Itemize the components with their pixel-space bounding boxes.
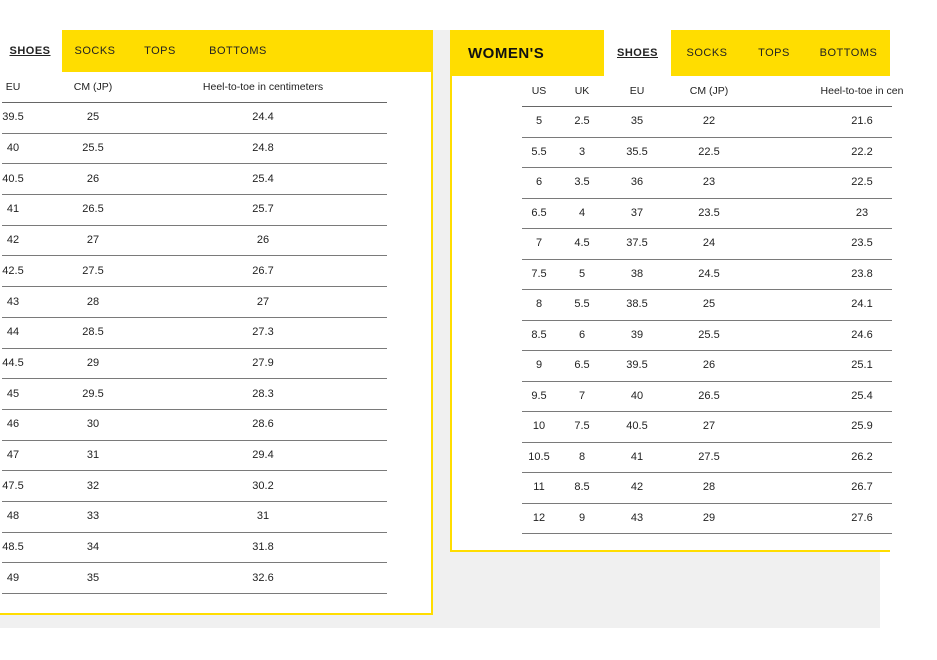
- mens-table-cell: 25.7: [252, 203, 274, 216]
- womens-table-cell: 8: [578, 450, 586, 463]
- womens-table-cell: 28: [702, 481, 716, 494]
- womens-table-cell: 27.6: [851, 511, 873, 524]
- womens-table-cell: 26.2: [851, 450, 873, 463]
- mens-tab-socks[interactable]: SOCKS: [74, 45, 116, 57]
- mens-table-cell: 46: [6, 418, 20, 431]
- mens-table-cell: 26: [86, 172, 100, 185]
- womens-table-cell: 40: [630, 389, 644, 402]
- mens-table-cell: 29: [86, 356, 100, 369]
- womens-table-cell: 25.9: [851, 420, 873, 433]
- womens-table-row: [522, 381, 892, 413]
- womens-table-row: [522, 503, 892, 535]
- womens-table-cell: 36: [630, 176, 644, 189]
- mens-table-cell: 26.7: [252, 264, 274, 277]
- mens-table-cell: 30.2: [252, 479, 274, 492]
- womens-table-cell: 26.7: [851, 481, 873, 494]
- womens-tab-bar: [452, 30, 890, 76]
- mens-table-cell: 39.5: [2, 111, 24, 124]
- womens-table-cell: 8.5: [574, 481, 590, 494]
- womens-table-cell: 27: [702, 420, 716, 433]
- mens-table-cell: 25.4: [252, 172, 274, 185]
- womens-table-row: [522, 442, 892, 474]
- mens-header-cell: CM (JP): [73, 81, 113, 93]
- mens-table-row: [2, 440, 387, 472]
- mens-table-row: [2, 102, 387, 134]
- mens-table-cell: 28: [86, 295, 100, 308]
- mens-table-row: [2, 163, 387, 195]
- mens-table-cell: 31: [256, 510, 270, 523]
- womens-table-cell: 9.5: [531, 389, 547, 402]
- womens-table-row: [522, 167, 892, 199]
- mens-table-cell: 40: [6, 142, 20, 155]
- mens-tab-tops[interactable]: TOPS: [144, 45, 176, 57]
- mens-size-panel: [0, 30, 433, 615]
- mens-table-row: [2, 286, 387, 318]
- mens-table-row: [2, 532, 387, 564]
- mens-table-row: [2, 348, 387, 380]
- womens-table-cell: 22: [702, 115, 716, 128]
- mens-table-cell: 42: [6, 234, 20, 247]
- womens-header-cell: CM (JP): [689, 85, 729, 97]
- womens-table-cell: 23.8: [851, 267, 873, 280]
- womens-table-cell: 5: [578, 267, 586, 280]
- womens-table-cell: 10.5: [528, 450, 550, 463]
- womens-table-cell: 26.5: [698, 389, 720, 402]
- mens-table-cell: 31: [86, 449, 100, 462]
- womens-table-cell: 4.5: [574, 237, 590, 250]
- mens-tab-bottoms[interactable]: BOTTOMS: [209, 45, 267, 57]
- mens-table-row: [2, 470, 387, 502]
- womens-table-cell: 22.5: [851, 176, 873, 189]
- womens-table-cell: 6: [535, 176, 543, 189]
- mens-table-cell: 25: [86, 111, 100, 124]
- mens-table-cell: 44: [6, 326, 20, 339]
- womens-table-row: [522, 472, 892, 504]
- womens-table-cell: 9: [535, 359, 543, 372]
- womens-table-row: [522, 228, 892, 260]
- mens-table-cell: 48.5: [2, 541, 24, 554]
- womens-table-row: [522, 350, 892, 382]
- womens-table-cell: 24.5: [698, 267, 720, 280]
- womens-table-cell: 25.4: [851, 389, 873, 402]
- womens-table-cell: 27.5: [698, 450, 720, 463]
- womens-table-cell: 3.5: [574, 176, 590, 189]
- womens-table-cell: 39: [630, 328, 644, 341]
- womens-table-cell: 25: [702, 298, 716, 311]
- mens-table-cell: 27: [256, 295, 270, 308]
- mens-table-cell: 27.3: [252, 326, 274, 339]
- womens-table-cell: 23: [702, 176, 716, 189]
- womens-header-cell: UK: [574, 85, 590, 97]
- mens-table-row: [2, 378, 387, 410]
- womens-table-cell: 25.5: [698, 328, 720, 341]
- mens-table-cell: 27: [86, 234, 100, 247]
- womens-table-cell: 5.5: [531, 145, 547, 158]
- womens-table-cell: 21.6: [851, 115, 873, 128]
- mens-table-cell: 41: [6, 203, 20, 216]
- mens-tab-bar: [0, 30, 431, 72]
- womens-table-cell: 25.1: [851, 359, 873, 372]
- mens-table-cell: 34: [86, 541, 100, 554]
- womens-tab-shoes[interactable]: SHOES: [604, 30, 671, 76]
- mens-table-cell: 26: [256, 234, 270, 247]
- womens-table-cell: 8.5: [531, 328, 547, 341]
- womens-table-cell: 11: [533, 481, 545, 494]
- womens-table-cell: 23.5: [698, 206, 720, 219]
- womens-table-cell: 6: [578, 328, 586, 341]
- mens-table-cell: 44.5: [2, 356, 24, 369]
- womens-table-cell: 43: [630, 511, 644, 524]
- mens-table-cell: 28.5: [82, 326, 104, 339]
- womens-table-cell: 7: [578, 389, 586, 402]
- mens-table-row: [2, 501, 387, 533]
- mens-table-cell: 29.4: [252, 449, 274, 462]
- mens-table-cell: 24.4: [252, 111, 274, 124]
- womens-table-row: [522, 289, 892, 321]
- womens-table-cell: 4: [578, 206, 586, 219]
- mens-table-cell: 32: [86, 479, 100, 492]
- womens-table-cell: 35.5: [626, 145, 648, 158]
- mens-table-cell: 35: [86, 571, 100, 584]
- mens-table-cell: 33: [86, 510, 100, 523]
- mens-table-cell: 43: [6, 295, 20, 308]
- womens-table-cell: 24: [702, 237, 716, 250]
- mens-table-cell: 48: [6, 510, 20, 523]
- mens-table-row: [2, 225, 387, 257]
- mens-table-row: [2, 563, 387, 595]
- mens-table-cell: 27.9: [252, 356, 274, 369]
- womens-table-cell: 35: [630, 115, 644, 128]
- womens-table-cell: 12: [532, 511, 546, 524]
- womens-table-cell: 42: [630, 481, 644, 494]
- womens-tab-bottoms[interactable]: BOTTOMS: [819, 47, 878, 59]
- womens-table-cell: 2.5: [574, 115, 590, 128]
- mens-table-row: [2, 194, 387, 226]
- womens-table-row: [522, 198, 892, 230]
- womens-table-row: [522, 320, 892, 352]
- womens-table-cell: 23.5: [851, 237, 873, 250]
- mens-table-cell: 49: [6, 571, 20, 584]
- mens-table-cell: 28.3: [252, 387, 274, 400]
- womens-header-cell: EU: [629, 85, 645, 97]
- mens-table-cell: 29.5: [82, 387, 104, 400]
- womens-table-row: [522, 106, 892, 138]
- mens-table-cell: 25.5: [82, 142, 104, 155]
- womens-table-cell: 6.5: [574, 359, 590, 372]
- womens-table-cell: 24.6: [851, 328, 873, 341]
- womens-table-cell: 37.5: [626, 237, 648, 250]
- womens-table-cell: 22.5: [698, 145, 720, 158]
- mens-table-cell: 40.5: [2, 172, 24, 185]
- mens-table-row: [2, 256, 387, 288]
- mens-table-cell: 47: [6, 449, 20, 462]
- mens-header-cell: Heel-to-toe in centimeters: [202, 81, 324, 93]
- womens-table-cell: 7.5: [574, 420, 590, 433]
- womens-table-cell: 7: [535, 237, 543, 250]
- mens-table-cell: 47.5: [2, 479, 24, 492]
- womens-table-cell: 26: [702, 359, 716, 372]
- womens-table-cell: 9: [578, 511, 586, 524]
- mens-table-row: [2, 133, 387, 165]
- womens-table-cell: 38.5: [626, 298, 648, 311]
- mens-table-cell: 42.5: [2, 264, 24, 277]
- womens-table-cell: 40.5: [626, 420, 648, 433]
- womens-table-cell: 8: [535, 298, 543, 311]
- womens-table-cell: 7.5: [531, 267, 547, 280]
- womens-panel-title: WOMEN'S: [468, 44, 545, 62]
- womens-table-cell: 5.5: [574, 298, 590, 311]
- mens-table-cell: 31.8: [252, 541, 274, 554]
- mens-table-cell: 28.6: [252, 418, 274, 431]
- mens-tab-shoes[interactable]: SHOES: [0, 30, 62, 72]
- mens-table-cell: 27.5: [82, 264, 104, 277]
- mens-table-row: [2, 409, 387, 441]
- womens-header-row: [522, 76, 904, 107]
- womens-table-cell: 3: [578, 145, 586, 158]
- womens-table-cell: 37: [630, 206, 644, 219]
- womens-table-cell: 23: [855, 206, 869, 219]
- womens-table-row: [522, 411, 892, 443]
- mens-table-cell: 32.6: [252, 571, 274, 584]
- womens-header-cell: Heel-to-toe in cen: [820, 85, 904, 97]
- womens-header-cell: US: [531, 85, 547, 97]
- womens-table-row: [522, 259, 892, 291]
- womens-table-cell: 10: [532, 420, 546, 433]
- womens-tab-tops[interactable]: TOPS: [758, 47, 790, 59]
- womens-size-panel: [450, 30, 904, 552]
- mens-table-cell: 26.5: [82, 203, 104, 216]
- womens-tab-socks[interactable]: SOCKS: [686, 47, 728, 59]
- mens-header-cell: EU: [5, 81, 21, 93]
- womens-table-cell: 6.5: [531, 206, 547, 219]
- womens-table-row: [522, 137, 892, 169]
- mens-table-row: [2, 317, 387, 349]
- womens-table-cell: 38: [630, 267, 644, 280]
- womens-table-cell: 41: [630, 450, 644, 463]
- womens-table-cell: 5: [535, 115, 543, 128]
- mens-table-cell: 30: [86, 418, 100, 431]
- womens-table-cell: 22.2: [851, 145, 873, 158]
- mens-header-row: [2, 72, 387, 103]
- womens-table-cell: 39.5: [626, 359, 648, 372]
- womens-table-cell: 29: [702, 511, 716, 524]
- mens-table-cell: 45: [6, 387, 20, 400]
- mens-table-cell: 24.8: [252, 142, 274, 155]
- womens-table-cell: 24.1: [851, 298, 873, 311]
